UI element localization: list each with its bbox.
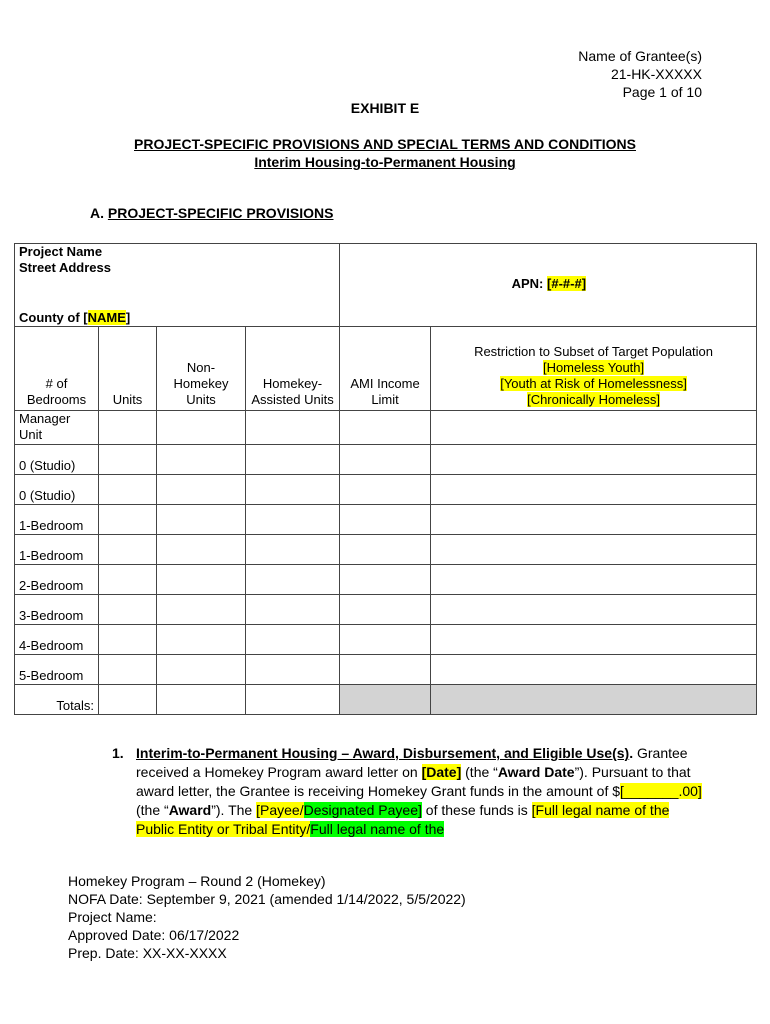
non-homekey-cell [157,411,246,445]
units-cell [99,411,157,445]
footer-project: Project Name: [68,909,157,925]
homekey-assisted-cell [246,475,340,505]
table-row [15,475,757,505]
restriction-total-cell [431,685,757,715]
ami-cell [340,535,431,565]
footer-prep: Prep. Date: XX-XX-XXXX [68,945,227,961]
award-term: Award [168,802,212,818]
text-span: of these funds is [421,802,532,818]
grant-code: 21-HK-XXXXX [610,66,702,82]
footer-program: Homekey Program – Round 2 (Homekey) [68,873,326,889]
footer-approved: Approved Date: 06/17/2022 [68,927,240,943]
non-homekey-cell [157,445,246,475]
homekey-assisted-cell [246,411,340,445]
street-address-label: Street Address [19,260,111,275]
exhibit-label: EXHIBIT E [350,100,420,116]
homekey-assisted-cell [246,655,340,685]
row-label: 0 (Studio) [15,475,99,505]
col-non-homekey: Non-Homekey Units [157,327,246,411]
units-cell [99,505,157,535]
restriction-cell [431,505,757,535]
restriction-cell [431,625,757,655]
non-homekey-total-cell [157,685,246,715]
apn-value-text: #-#-# [551,276,582,291]
restriction-option: [Homeless Youth] [542,360,645,375]
homekey-assisted-cell [246,505,340,535]
award-date-term: Award Date [497,764,575,780]
row-label: 2-Bedroom [15,565,99,595]
text-span: ”). The [211,802,257,818]
table-row [15,411,757,445]
ami-cell [340,411,431,445]
col-restriction [431,327,757,411]
row-label: 0 (Studio) [15,445,99,475]
non-homekey-cell [157,595,246,625]
item-1 [112,744,702,839]
col-bedrooms: # of Bedrooms [15,327,99,411]
item-heading: Interim-to-Permanent Housing – Award, Disbursement, and Eligible Use(s) [136,745,630,761]
table-row [15,565,757,595]
section-letter: A. [90,205,104,221]
page-header [578,47,702,101]
totals-label: Totals: [15,685,99,715]
col-homekey-assisted: Homekey-Assisted Units [246,327,340,411]
restriction-cell [431,595,757,625]
restriction-cell [431,655,757,685]
table-row [15,505,757,535]
apn-value: [#-#-#] [547,276,587,291]
restriction-option: [Chronically Homeless] [527,392,661,407]
units-cell [99,625,157,655]
homekey-assisted-cell [246,565,340,595]
restriction-cell [431,475,757,505]
item-body: Interim-to-Permanent Housing – Award, Disbursement, and Eligible Use(s). Grantee received a Homekey Program award letter on [Date] (the “Award Date”). Pursuant to that award letter, the Grantee is receiving Homekey Grant funds in the amount of $[_______.00] (the “Award”). The [Payee/Designated Payee] of these funds is [Full legal name of the Public Entity or Tribal Entity/Full legal name of the [136,745,702,837]
project-info-row [15,244,757,327]
restriction-cell [431,445,757,475]
ami-total-cell [340,685,431,715]
text-span: (the “ [136,802,169,818]
restriction-title: Restriction to Subset of Target Population [474,344,714,359]
units-cell [99,655,157,685]
designated-payee-placeholder: Designated Payee] [303,802,422,818]
restriction-cell [431,535,757,565]
row-label: 4-Bedroom [15,625,99,655]
table-row [15,655,757,685]
table-row [15,595,757,625]
totals-row [15,685,757,715]
non-homekey-cell [157,475,246,505]
units-cell [99,565,157,595]
ami-cell [340,655,431,685]
non-homekey-cell [157,535,246,565]
project-name-label: Project Name [19,244,103,259]
non-homekey-cell [157,505,246,535]
row-label: 3-Bedroom [15,595,99,625]
homekey-assisted-cell [246,595,340,625]
col-units: Units [99,327,157,411]
table-row [15,625,757,655]
ami-cell [340,505,431,535]
section-a-heading [90,205,334,221]
ami-cell [340,595,431,625]
restriction-cell [431,411,757,445]
units-cell [99,595,157,625]
text-span: Grantee received a Homekey Program award letter on [136,745,688,780]
county-value: NAME [87,310,126,325]
page-footer [68,872,466,962]
col-ami: AMI Income Limit [340,327,431,411]
homekey-assisted-cell [246,445,340,475]
county-line: County of [NAME] [19,310,131,325]
project-info-cell [15,244,340,327]
section-title: PROJECT-SPECIFIC PROVISIONS [107,205,334,221]
ami-cell [340,475,431,505]
footer-nofa: NOFA Date: September 9, 2021 (amended 1/14/2022, 5/5/2022) [68,891,466,907]
text-span: ”). Pursuant to that award letter, the Grantee is receiving Homekey Grant funds in the amount of $ [136,764,691,799]
homekey-assisted-cell [246,535,340,565]
apn-cell [340,244,757,327]
non-homekey-cell [157,655,246,685]
document-subtitle: Interim Housing-to-Permanent Housing [254,154,516,170]
county-label: County of [19,310,84,325]
units-cell [99,475,157,505]
non-homekey-cell [157,565,246,595]
ami-cell [340,625,431,655]
table-row [15,445,757,475]
apn-label: APN: [511,276,547,291]
ami-cell [340,445,431,475]
payee-placeholder: [Payee/ [256,802,304,818]
units-total-cell [99,685,157,715]
row-label: 5-Bedroom [15,655,99,685]
date-placeholder: [Date] [421,764,462,780]
ami-cell [340,565,431,595]
page-number: Page 1 of 10 [622,84,702,100]
column-header-row [15,327,757,411]
row-label: 1-Bedroom [15,535,99,565]
project-table [14,243,757,715]
legal-name-alt-placeholder: Full legal name of the [310,821,445,837]
units-cell [99,535,157,565]
units-cell [99,445,157,475]
homekey-assisted-total-cell [246,685,340,715]
row-label: Manager Unit [15,411,99,445]
non-homekey-cell [157,625,246,655]
text-span: (the “ [461,764,498,780]
restriction-option: [Youth at Risk of Homelessness] [500,376,687,391]
grantee-name: Name of Grantee(s) [578,48,702,64]
row-label: 1-Bedroom [15,505,99,535]
legal-name-placeholder: [Full legal name of the Public Entity or Tribal Entity/ [136,802,670,837]
item-number: 1. [112,745,124,761]
document-title: PROJECT-SPECIFIC PROVISIONS AND SPECIAL TERMS AND CONDITIONS [134,136,636,152]
table-row [15,535,757,565]
amount-placeholder: [_______.00] [620,783,702,799]
restriction-cell [431,565,757,595]
homekey-assisted-cell [246,625,340,655]
